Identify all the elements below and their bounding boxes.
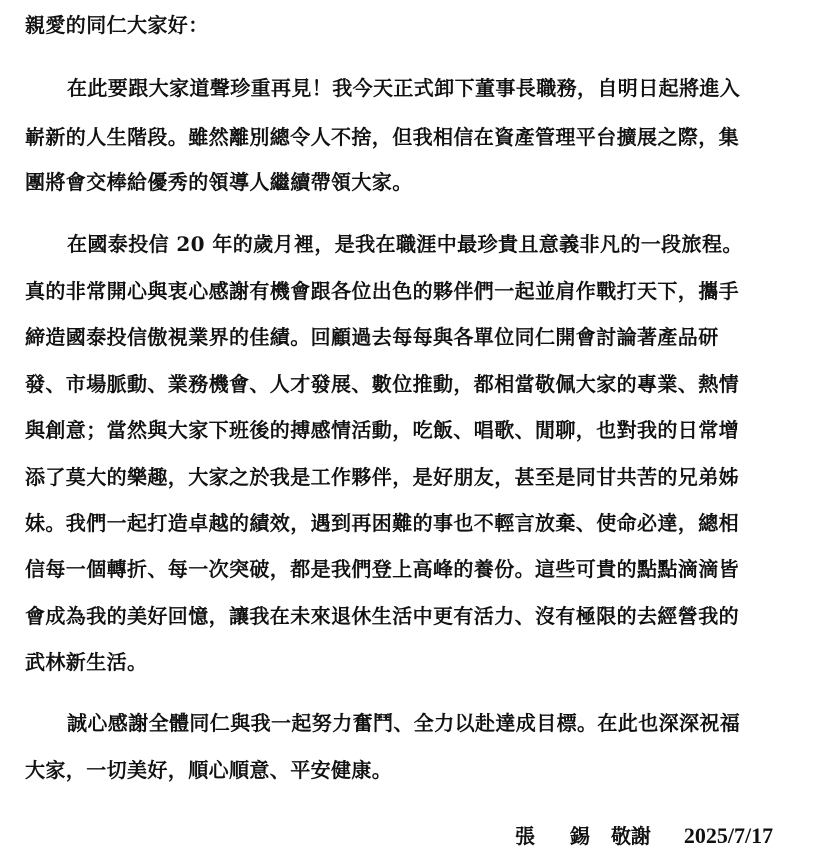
paragraph-line: 誠心感謝全體同仁與我一起努力奮鬥、全力以赴達成目標。在此也深深祝福 <box>67 711 741 735</box>
paragraph-line: 添了莫大的樂趣，大家之於我是工作夥伴，是好朋友，甚至是同甘共苦的兄弟姊 <box>25 465 739 489</box>
signature-name: 張 錫 <box>515 824 604 848</box>
paragraph-line: 嶄新的人生階段。雖然離別總令人不捨，但我相信在資產管理平台擴展之際，集 <box>25 125 739 149</box>
paragraph-line: 在此要跟大家道聲珍重再見！我今天正式卸下董事長職務，自明日起將進入 <box>67 76 741 100</box>
paragraph-line: 會成為我的美好回憶，讓我在未來退休生活中更有活力、沒有極限的去經營我的 <box>25 604 739 628</box>
signature-date: 2025/7/17 <box>683 823 774 848</box>
paragraph-line: 大家，一切美好，順心順意、平安健康。 <box>25 758 393 782</box>
signature <box>515 820 773 849</box>
paragraph-line: 在國泰投信 20 年的歲月裡，是我在職涯中最珍貴且意義非凡的一段旅程。 <box>67 232 743 256</box>
signature-closing: 敬謝 <box>610 824 651 848</box>
paragraph-line: 真的非常開心與衷心感謝有機會跟各位出色的夥伴們一起並肩作戰打天下，攜手 <box>25 279 739 303</box>
paragraph-line: 團將會交棒給優秀的領導人繼續帶領大家。 <box>25 170 413 194</box>
greeting: 親愛的同仁大家好： <box>25 13 209 37</box>
paragraph-line: 發、市場脈動、業務機會、人才發展、數位推動，都相當敬佩大家的專業、熱情 <box>25 372 739 396</box>
paragraph-line: 締造國泰投信傲視業界的佳績。回顧過去每每與各單位同仁開會討論著產品研 <box>25 325 719 349</box>
paragraph-line: 與創意；當然與大家下班後的搏感情活動，吃飯、唱歌、閒聊，也對我的日常增 <box>25 418 739 442</box>
paragraph-line: 信每一個轉折、每一次突破，都是我們登上高峰的養份。這些可貴的點點滴滴皆 <box>25 557 739 581</box>
paragraph-line: 武林新生活。 <box>25 650 148 674</box>
paragraph-line: 妹。我們一起打造卓越的績效，遇到再困難的事也不輕言放棄、使命必達，總相 <box>25 511 739 535</box>
